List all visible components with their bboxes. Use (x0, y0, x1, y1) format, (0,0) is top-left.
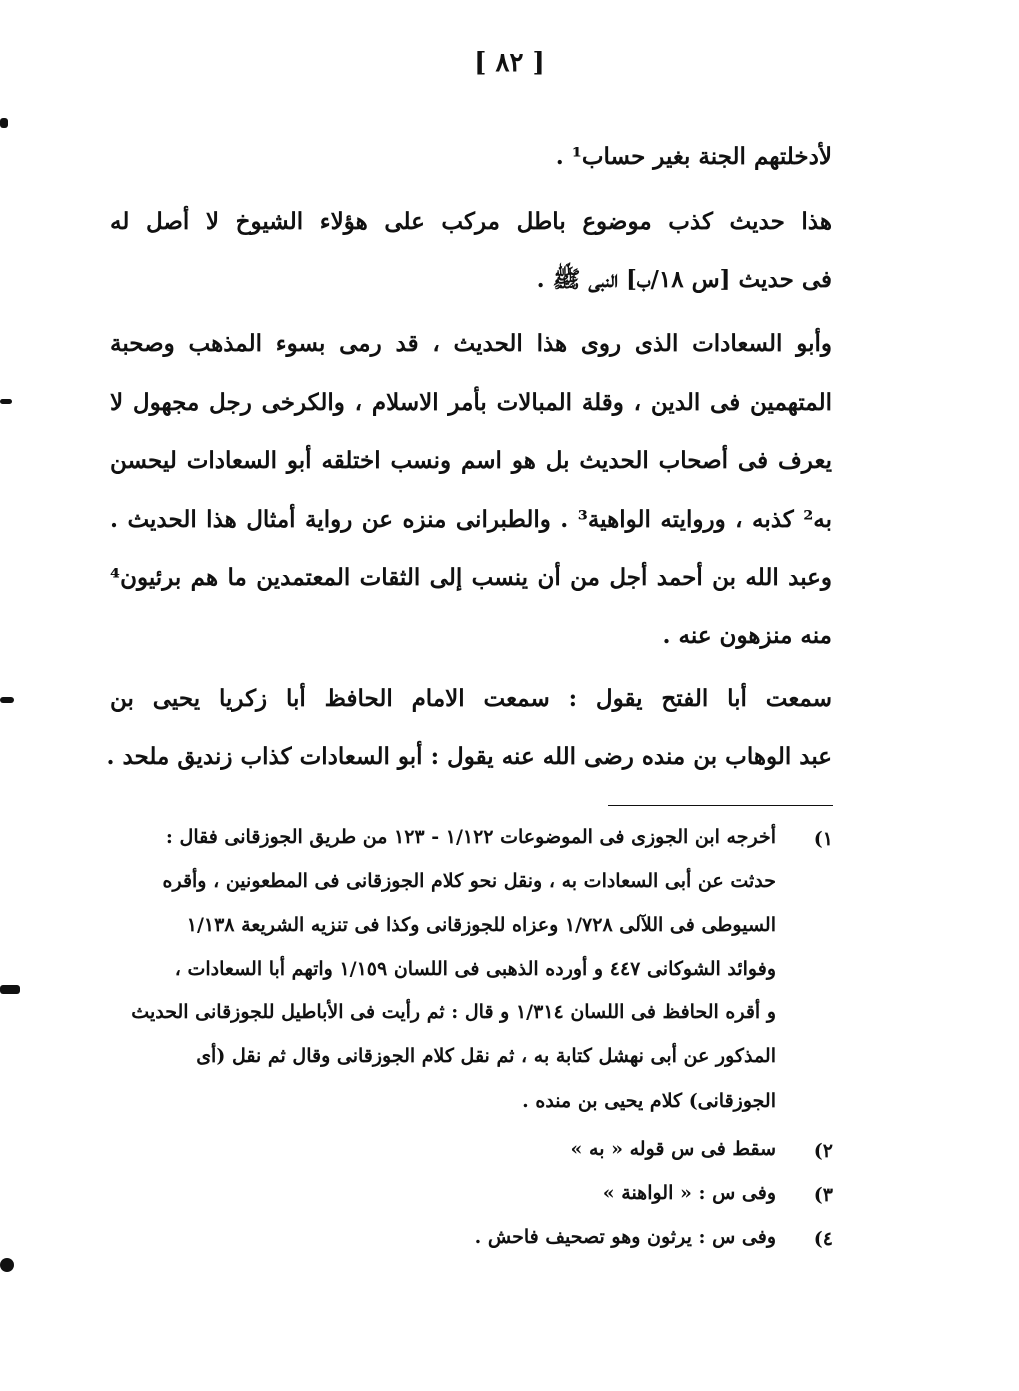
scan-mark (0, 985, 20, 994)
text-line: هذا حديث كذب موضوع باطل مركب على هؤلاء الشيوخ لا أصل له (110, 208, 832, 235)
text-line: منه منزهون عنه . (662, 622, 832, 649)
scan-mark (0, 1258, 14, 1272)
scan-mark (0, 118, 8, 128)
scan-mark (0, 697, 14, 703)
footnote-line: حدثت عن أبى السعادات به ، ونقل نحو كلام الجوزقانى فى المطعونين ، وأقره (162, 870, 776, 892)
footnote-line: السيوطى فى اللآلى ١/٧٢٨ وعزاه للجوزقانى وكذا فى تنزيه الشريعة ١/١٣٨ (186, 914, 776, 936)
text-line: فى حديث [س ١٨/ب] النبى ﷺ . (536, 266, 832, 293)
text-line: المتهمين فى الدين ، وقلة المبالات بأمر الاسلام ، والكرخى رجل مجهول لا (110, 389, 832, 416)
page-number: [ ٨٢ ] (474, 48, 545, 78)
footnote-divider (608, 805, 833, 806)
footnote-number: ١) (813, 828, 833, 850)
footnote-line: وفوائد الشوكانى ٤٤٧ و أورده الذهبى فى اللسان ١/١٥٩ واتهم أبا السعادات ، (174, 958, 776, 980)
text-line: به² كذبه ، وروايته الواهية³ . والطبرانى منزه عن رواية أمثال هذا الحديث . (110, 506, 832, 533)
text-line: لأدخلتهم الجنة بغير حساب¹ . (555, 143, 832, 170)
scan-mark (0, 399, 12, 404)
text-line: يعرف فى أصحاب الحديث بل هو اسم ونسب اختلقه أبو السعادات ليحسن (110, 447, 832, 474)
footnote-line: المذكور عن أبى نهشل كتابة به ، ثم نقل كلام الجوزقانى وقال ثم نقل (أى (196, 1045, 776, 1067)
footnote-line: سقط فى س قوله « به » (570, 1138, 776, 1160)
footnote-number: ٤) (813, 1228, 833, 1250)
footnote-line: الجوزقانى) كلام يحيى بن منده . (522, 1090, 776, 1112)
text-line: عبد الوهاب بن منده رضى الله عنه يقول : أبو السعادات كذاب زنديق ملحد . (106, 743, 832, 770)
footnote-number: ٣) (813, 1184, 833, 1206)
footnote-line: وفى س : « الواهنة » (602, 1182, 776, 1204)
text-line: وعبد الله بن أحمد أجل من أن ينسب إلى الثقات المعتمدين ما هم برئيون⁴ (110, 564, 832, 591)
text-line: سمعت أبا الفتح يقول : سمعت الامام الحافظ أبا زكريا يحيى بن (110, 685, 832, 712)
footnote-number: ٢) (813, 1140, 833, 1162)
footnote-line: و أقره الحافظ فى اللسان ١/٣١٤ و قال : ثم رأيت فى الأباطيل للجوزقانى الحديث (131, 1001, 776, 1023)
footnote-line: وفى س : يرثون وهو تصحيف فاحش . (474, 1226, 776, 1248)
text-line: وأبو السعادات الذى روى هذا الحديث ، قد رمى بسوء المذهب وصحبة (110, 330, 832, 357)
footnote-line: أخرجه ابن الجوزى فى الموضوعات ١/١٢٢ - ١٢٣ من طريق الجوزقانى فقال : (165, 826, 776, 848)
